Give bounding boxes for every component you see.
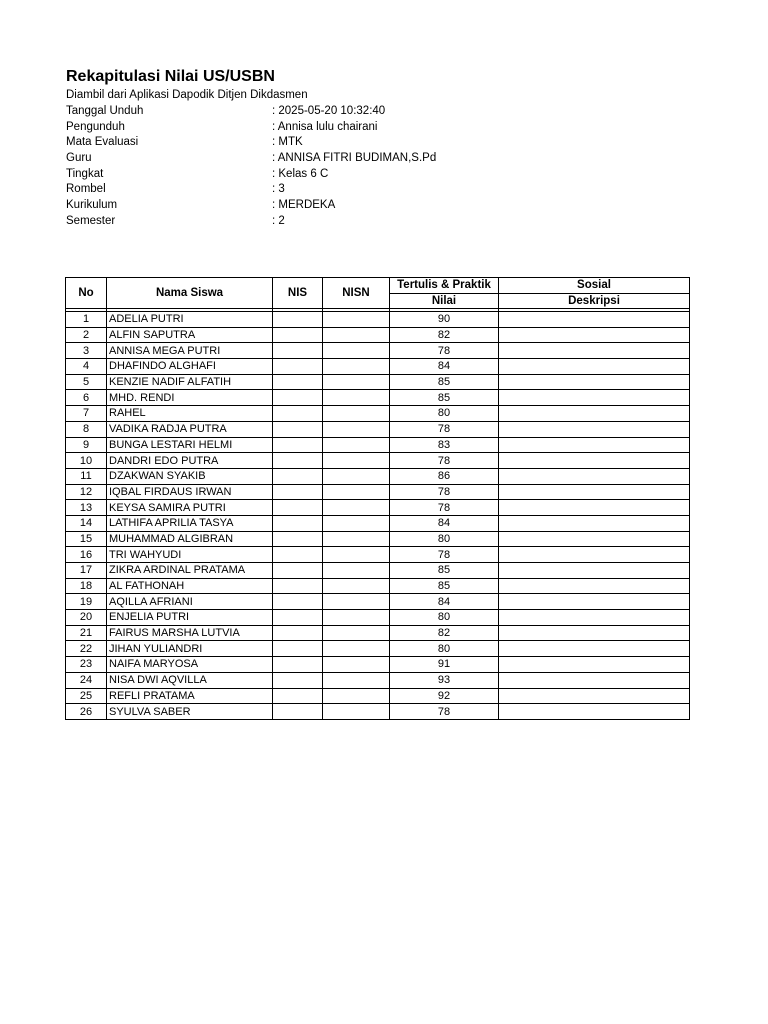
cell-nama-siswa: ADELIA PUTRI: [107, 312, 273, 328]
cell-nisn: [323, 610, 390, 626]
cell-nama-siswa: KENZIE NADIF ALFATIH: [107, 374, 273, 390]
cell-nama-siswa: REFLI PRATAMA: [107, 688, 273, 704]
meta-label: Mata Evaluasi: [66, 136, 139, 149]
header-tertulis-praktik: Tertulis & Praktik: [390, 278, 499, 294]
cell-nisn: [323, 672, 390, 688]
table-row: [66, 641, 690, 657]
cell-nisn: [323, 500, 390, 516]
cell-nilai: 78: [390, 547, 499, 563]
cell-nama-siswa: RAHEL: [107, 406, 273, 422]
cell-nis: [273, 406, 323, 422]
table-row: [66, 578, 690, 594]
cell-no: 18: [66, 578, 107, 594]
cell-deskripsi: [499, 343, 690, 359]
meta-value: : Annisa lulu chairani: [272, 120, 378, 133]
cell-no: 13: [66, 500, 107, 516]
meta-value: : ANNISA FITRI BUDIMAN,S.Pd: [272, 152, 437, 165]
cell-nis: [273, 327, 323, 343]
cell-nis: [273, 625, 323, 641]
cell-no: 9: [66, 437, 107, 453]
cell-nama-siswa: MUHAMMAD ALGIBRAN: [107, 531, 273, 547]
header-sosial: Sosial: [499, 278, 690, 294]
cell-no: 15: [66, 531, 107, 547]
grades-table: [65, 277, 690, 720]
cell-nama-siswa: MHD. RENDI: [107, 390, 273, 406]
cell-nis: [273, 672, 323, 688]
cell-deskripsi: [499, 610, 690, 626]
cell-nis: [273, 500, 323, 516]
cell-nama-siswa: ZIKRA ARDINAL PRATAMA: [107, 563, 273, 579]
cell-no: 26: [66, 704, 107, 720]
cell-nis: [273, 484, 323, 500]
cell-no: 19: [66, 594, 107, 610]
table-row: [66, 625, 690, 641]
cell-nilai: 80: [390, 610, 499, 626]
cell-no: 10: [66, 453, 107, 469]
cell-nis: [273, 359, 323, 375]
table-row: [66, 657, 690, 673]
cell-deskripsi: [499, 437, 690, 453]
cell-nisn: [323, 515, 390, 531]
cell-nisn: [323, 484, 390, 500]
cell-nilai: 82: [390, 327, 499, 343]
cell-nilai: 85: [390, 374, 499, 390]
cell-nis: [273, 594, 323, 610]
meta-label: Rombel: [66, 183, 106, 196]
cell-nilai: 90: [390, 312, 499, 328]
cell-no: 22: [66, 641, 107, 657]
cell-nama-siswa: LATHIFA APRILIA TASYA: [107, 515, 273, 531]
table-row: [66, 484, 690, 500]
table-row: [66, 406, 690, 422]
cell-nisn: [323, 704, 390, 720]
cell-nisn: [323, 421, 390, 437]
cell-deskripsi: [499, 704, 690, 720]
cell-nis: [273, 578, 323, 594]
cell-deskripsi: [499, 688, 690, 704]
meta-value: : MTK: [272, 136, 303, 149]
cell-deskripsi: [499, 327, 690, 343]
cell-nilai: 80: [390, 641, 499, 657]
table-row: [66, 312, 690, 328]
cell-nama-siswa: ANNISA MEGA PUTRI: [107, 343, 273, 359]
cell-nis: [273, 343, 323, 359]
cell-nis: [273, 374, 323, 390]
cell-nama-siswa: TRI WAHYUDI: [107, 547, 273, 563]
table-row: [66, 515, 690, 531]
cell-nis: [273, 312, 323, 328]
table-row: [66, 610, 690, 626]
table-row: [66, 547, 690, 563]
cell-nilai: 93: [390, 672, 499, 688]
cell-nisn: [323, 688, 390, 704]
table-row: [66, 374, 690, 390]
meta-label: Kurikulum: [66, 199, 118, 212]
cell-nilai: 78: [390, 453, 499, 469]
cell-nama-siswa: FAIRUS MARSHA LUTVIA: [107, 625, 273, 641]
table-row: [66, 437, 690, 453]
header-nisn: NISN: [323, 278, 390, 309]
cell-deskripsi: [499, 641, 690, 657]
cell-nisn: [323, 563, 390, 579]
cell-nilai: 83: [390, 437, 499, 453]
cell-nisn: [323, 359, 390, 375]
cell-no: 14: [66, 515, 107, 531]
cell-no: 7: [66, 406, 107, 422]
cell-nilai: 78: [390, 343, 499, 359]
cell-nama-siswa: SYULVA SABER: [107, 704, 273, 720]
cell-deskripsi: [499, 500, 690, 516]
cell-nilai: 78: [390, 500, 499, 516]
table-row: [66, 468, 690, 484]
cell-deskripsi: [499, 515, 690, 531]
table-row: [66, 688, 690, 704]
table-row: [66, 531, 690, 547]
cell-nis: [273, 421, 323, 437]
cell-nilai: 80: [390, 531, 499, 547]
cell-deskripsi: [499, 484, 690, 500]
cell-deskripsi: [499, 390, 690, 406]
cell-nisn: [323, 374, 390, 390]
cell-nisn: [323, 625, 390, 641]
table-row: [66, 453, 690, 469]
cell-nilai: 92: [390, 688, 499, 704]
cell-no: 2: [66, 327, 107, 343]
cell-nisn: [323, 343, 390, 359]
header-nilai: Nilai: [390, 294, 499, 309]
page-subtitle: Diambil dari Aplikasi Dapodik Ditjen Dikdasmen: [66, 89, 308, 101]
header-deskripsi: Deskripsi: [499, 294, 690, 309]
meta-label: Tanggal Unduh: [66, 105, 144, 117]
cell-nisn: [323, 327, 390, 343]
table-row: [66, 563, 690, 579]
cell-deskripsi: [499, 657, 690, 673]
cell-nis: [273, 704, 323, 720]
cell-deskripsi: [499, 421, 690, 437]
table-row: [66, 500, 690, 516]
cell-nama-siswa: ENJELIA PUTRI: [107, 610, 273, 626]
cell-no: 6: [66, 390, 107, 406]
cell-nama-siswa: BUNGA LESTARI HELMI: [107, 437, 273, 453]
cell-nis: [273, 453, 323, 469]
cell-nisn: [323, 531, 390, 547]
cell-nilai: 80: [390, 406, 499, 422]
cell-deskripsi: [499, 563, 690, 579]
cell-no: 21: [66, 625, 107, 641]
cell-no: 3: [66, 343, 107, 359]
cell-nama-siswa: DANDRI EDO PUTRA: [107, 453, 273, 469]
cell-no: 1: [66, 312, 107, 328]
cell-no: 25: [66, 688, 107, 704]
cell-nama-siswa: DZAKWAN SYAKIB: [107, 468, 273, 484]
cell-no: 11: [66, 468, 107, 484]
cell-nisn: [323, 468, 390, 484]
cell-nisn: [323, 657, 390, 673]
cell-nilai: 82: [390, 625, 499, 641]
cell-nama-siswa: NAIFA MARYOSA: [107, 657, 273, 673]
meta-label: Semester: [66, 214, 116, 227]
cell-nama-siswa: ALFIN SAPUTRA: [107, 327, 273, 343]
cell-no: 24: [66, 672, 107, 688]
cell-nama-siswa: AQILLA AFRIANI: [107, 594, 273, 610]
cell-nilai: 86: [390, 468, 499, 484]
cell-no: 8: [66, 421, 107, 437]
cell-deskripsi: [499, 547, 690, 563]
cell-nama-siswa: VADIKA RADJA PUTRA: [107, 421, 273, 437]
cell-nama-siswa: JIHAN YULIANDRI: [107, 641, 273, 657]
cell-nisn: [323, 594, 390, 610]
cell-no: 12: [66, 484, 107, 500]
header-no: No: [66, 278, 107, 309]
cell-nilai: 84: [390, 594, 499, 610]
cell-nis: [273, 468, 323, 484]
cell-nis: [273, 688, 323, 704]
cell-nama-siswa: AL FATHONAH: [107, 578, 273, 594]
cell-no: 17: [66, 563, 107, 579]
cell-deskripsi: [499, 625, 690, 641]
cell-deskripsi: [499, 312, 690, 328]
cell-deskripsi: [499, 406, 690, 422]
cell-nama-siswa: DHAFINDO ALGHAFI: [107, 359, 273, 375]
cell-nama-siswa: NISA DWI AQVILLA: [107, 672, 273, 688]
meta-value: : Kelas 6 C: [272, 167, 329, 180]
meta-value: : MERDEKA: [272, 199, 336, 212]
table-row: [66, 343, 690, 359]
cell-nilai: 85: [390, 563, 499, 579]
table-row: [66, 359, 690, 375]
cell-nis: [273, 657, 323, 673]
cell-nisn: [323, 547, 390, 563]
cell-nisn: [323, 578, 390, 594]
cell-nilai: 78: [390, 484, 499, 500]
cell-no: 4: [66, 359, 107, 375]
cell-nisn: [323, 641, 390, 657]
cell-no: 20: [66, 610, 107, 626]
cell-nilai: 85: [390, 578, 499, 594]
cell-deskripsi: [499, 374, 690, 390]
cell-nisn: [323, 312, 390, 328]
table-row: [66, 390, 690, 406]
table-row: [66, 594, 690, 610]
table-row: [66, 421, 690, 437]
table-row: [66, 704, 690, 720]
cell-deskripsi: [499, 531, 690, 547]
cell-deskripsi: [499, 594, 690, 610]
cell-nis: [273, 437, 323, 453]
cell-nis: [273, 641, 323, 657]
cell-deskripsi: [499, 672, 690, 688]
header-nis: NIS: [273, 278, 323, 309]
cell-no: 5: [66, 374, 107, 390]
cell-no: 16: [66, 547, 107, 563]
cell-nilai: 85: [390, 390, 499, 406]
table-row: [66, 672, 690, 688]
cell-nama-siswa: KEYSA SAMIRA PUTRI: [107, 500, 273, 516]
meta-label: Pengunduh: [66, 120, 125, 133]
cell-deskripsi: [499, 453, 690, 469]
cell-nama-siswa: IQBAL FIRDAUS IRWAN: [107, 484, 273, 500]
cell-nilai: 78: [390, 704, 499, 720]
cell-deskripsi: [499, 359, 690, 375]
meta-label: Guru: [66, 152, 92, 165]
cell-nis: [273, 515, 323, 531]
cell-nisn: [323, 406, 390, 422]
cell-nisn: [323, 390, 390, 406]
meta-value: : 3: [272, 183, 285, 196]
cell-no: 23: [66, 657, 107, 673]
cell-nisn: [323, 437, 390, 453]
header-nama-siswa: Nama Siswa: [107, 278, 273, 309]
cell-nisn: [323, 453, 390, 469]
cell-nilai: 84: [390, 515, 499, 531]
meta-value: : 2: [272, 214, 285, 227]
cell-nis: [273, 563, 323, 579]
cell-nis: [273, 531, 323, 547]
cell-nis: [273, 390, 323, 406]
cell-deskripsi: [499, 468, 690, 484]
cell-nis: [273, 610, 323, 626]
cell-nilai: 84: [390, 359, 499, 375]
cell-nilai: 78: [390, 421, 499, 437]
meta-value: : 2025-05-20 10:32:40: [272, 105, 386, 117]
cell-nilai: 91: [390, 657, 499, 673]
table-row: [66, 327, 690, 343]
cell-deskripsi: [499, 578, 690, 594]
page-title: Rekapitulasi Nilai US/USBN: [66, 68, 275, 85]
meta-label: Tingkat: [66, 167, 104, 180]
cell-nis: [273, 547, 323, 563]
